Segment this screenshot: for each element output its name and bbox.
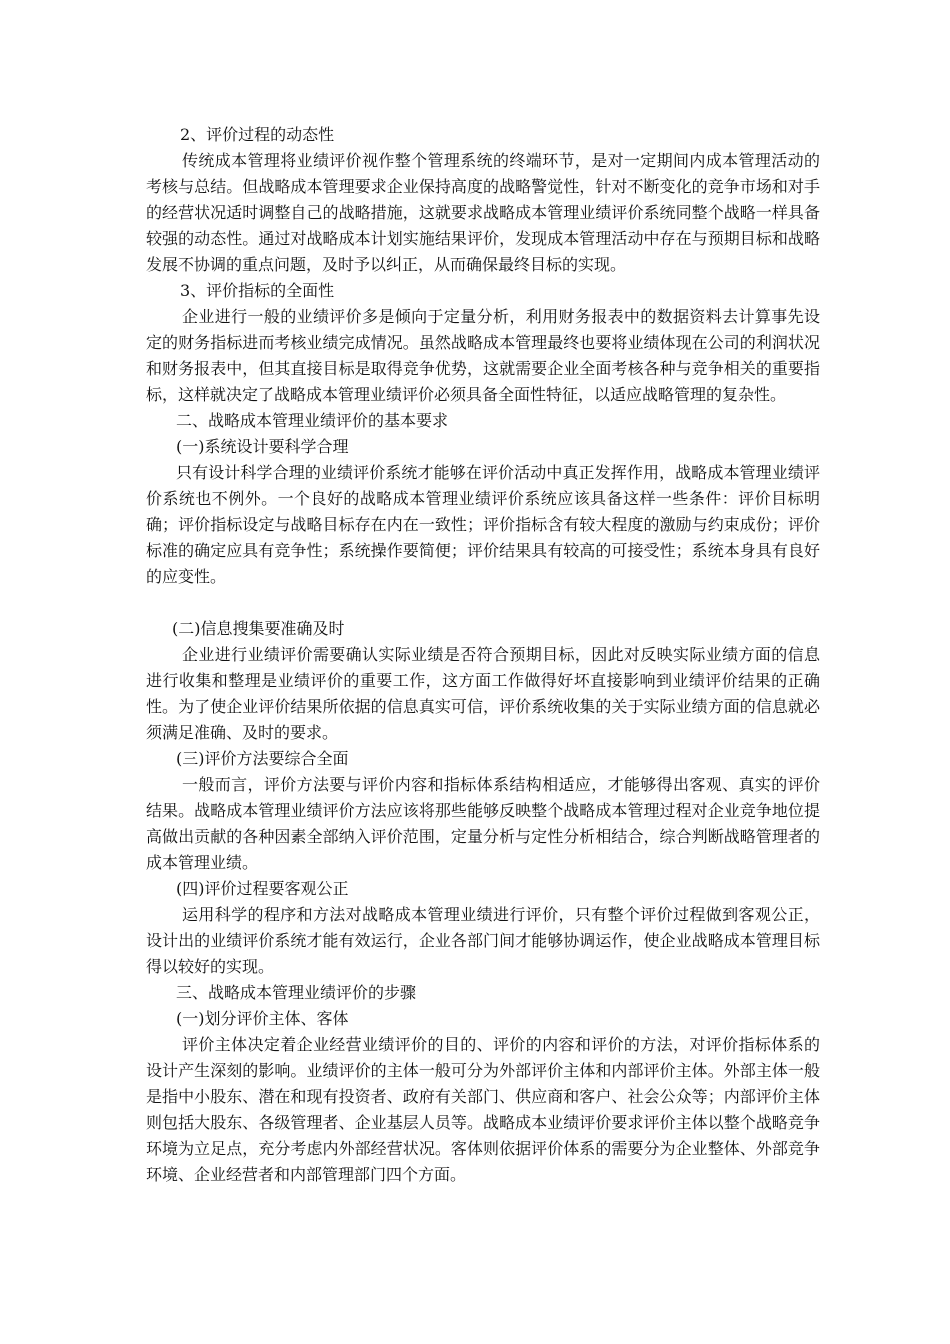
paragraph-method: 一般而言，评价方法要与评价内容和指标体系结构相适应，才能够得出客观、真实的评价结果。战略成本管理业绩评价方法应该将那些能够反映整个战略成本管理过程对企业竞争地位提高做出贡献的各种因素全部纳入评价范围，定量分析与定性分析相结合，综合判断战略管理者的成本管理业绩。	[146, 775, 820, 872]
paragraph-process: 运用科学的程序和方法对战略成本管理业绩进行评价，只有整个评价过程做到客观公正，设计出的业绩评价系统才能有效运行，企业各部门间才能够协调运作，使企业战略成本管理目标得以较好的实现。	[146, 905, 820, 976]
subheading-information: (二)信息搜集要准确及时	[172, 619, 345, 638]
subheading-method: (三)评价方法要综合全面	[176, 749, 349, 768]
subheading-dynamic: 2、评价过程的动态性	[180, 125, 335, 144]
paragraph-information: 企业进行业绩评价需要确认实际业绩是否符合预期目标，因此对反映实际业绩方面的信息进行收集和整理是业绩评价的重要工作，这方面工作做得好坏直接影响到业绩评价结果的正确性。为了使企业评价结果所依据的信息真实可信，评价系统收集的关于实际业绩方面的信息就必须满足准确、及时的要求。	[146, 645, 820, 742]
subheading-system-design: (一)系统设计要科学合理	[176, 437, 349, 456]
subheading-subject-object: (一)划分评价主体、客体	[176, 1009, 349, 1028]
subheading-process: (四)评价过程要客观公正	[176, 879, 349, 898]
paragraph-system-design: 只有设计科学合理的业绩评价系统才能够在评价活动中真正发挥作用，战略成本管理业绩评价系统也不例外。一个良好的战略成本管理业绩评价系统应该具备这样一些条件：评价目标明确；评价指标设定与战略目标存在内在一致性；评价指标含有较大程度的激励与约束成份；评价标准的确定应具有竞争性；系统操作要简便；评价结果具有较高的可接受性；系统本身具有良好的应变性。	[146, 463, 820, 586]
paragraph-subject-object: 评价主体决定着企业经营业绩评价的目的、评价的内容和评价的方法，对评价指标体系的设计产生深刻的影响。业绩评价的主体一般可分为外部评价主体和内部评价主体。外部主体一般是指中小股东、潜在和现有投资者、政府有关部门、供应商和客户、社会公众等；内部评价主体则包括大股东、各级管理者、企业基层人员等。战略成本业绩评价要求评价主体以整个战略竞争环境为立足点，充分考虑内外部经营状况。客体则依据评价体系的需要分为企业整体、外部竞争环境、企业经营者和内部管理部门四个方面。	[146, 1035, 820, 1184]
document-body	[146, 122, 820, 1188]
paragraph-dynamic: 传统成本管理将业绩评价视作整个管理系统的终端环节，是对一定期间内成本管理活动的考核与总结。但战略成本管理要求企业保持高度的战略警觉性，针对不断变化的竞争市场和对手的经营状况适时调整自己的战略措施，这就要求战略成本管理业绩评价系统同整个战略一样具备较强的动态性。通过对战略成本计划实施结果评价，发现成本管理活动中存在与预期目标和战略发展不协调的重点问题，及时予以纠正，从而确保最终目标的实现。	[146, 151, 820, 274]
subheading-comprehensive: 3、评价指标的全面性	[180, 281, 335, 300]
blank-line	[146, 590, 820, 616]
section-heading-steps: 三、战略成本管理业绩评价的步骤	[176, 983, 417, 1002]
paragraph-comprehensive: 企业进行一般的业绩评价多是倾向于定量分析，利用财务报表中的数据资料去计算事先设定的财务指标进而考核业绩完成情况。虽然战略成本管理最终也要将业绩体现在公司的利润状况和财务报表中，但其直接目标是取得竞争优势，这就需要企业全面考核各种与竞争相关的重要指标，这样就决定了战略成本管理业绩评价必须具备全面性特征，以适应战略管理的复杂性。	[146, 307, 820, 404]
section-heading-requirements: 二、战略成本管理业绩评价的基本要求	[176, 411, 449, 430]
